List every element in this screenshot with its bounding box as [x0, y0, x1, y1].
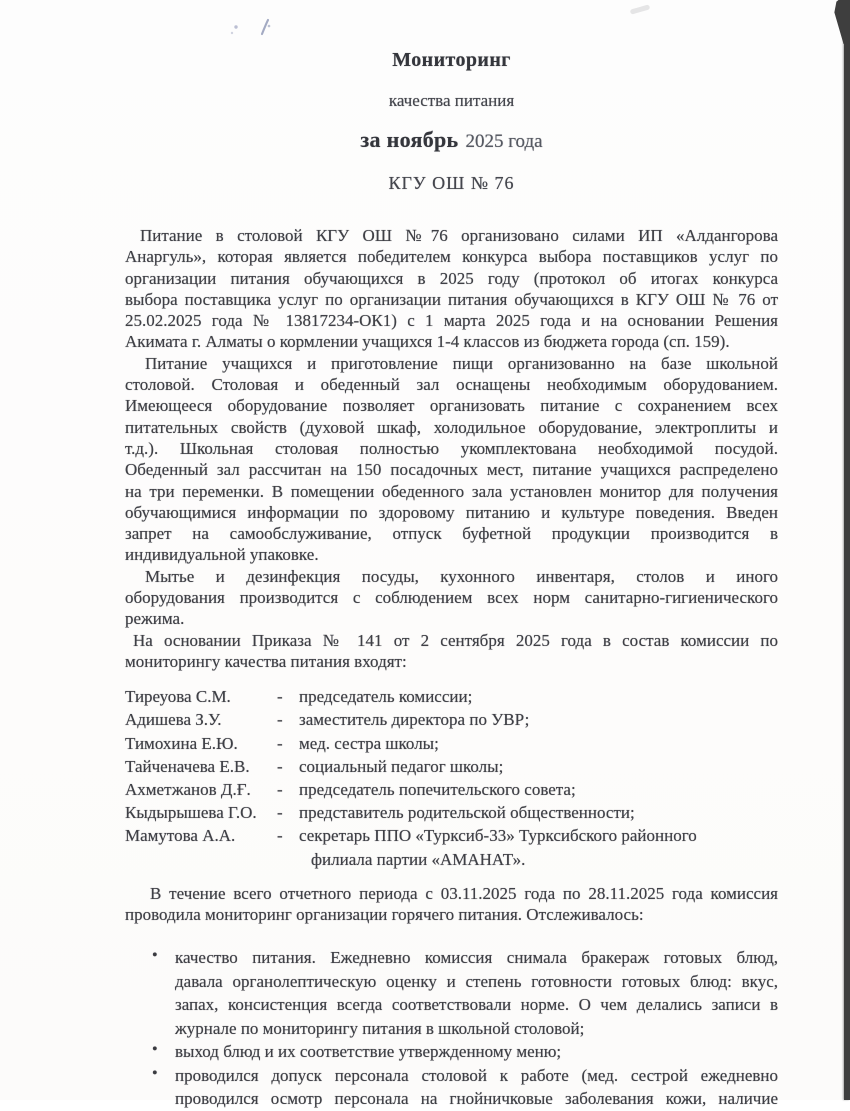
text-line: давала органолептическую оценку и степень готовности готовых блюд: вкус, [175, 971, 778, 991]
member-name: Кыдырышева Г.О. [125, 803, 257, 823]
text-line: мониторингу качества питания входят: [125, 651, 407, 671]
text-line: Анаргуль», которая является победителем конкурса выбора поставщиков услуг по [125, 247, 778, 267]
bullet-dot-icon: • [152, 1064, 158, 1082]
member-role: секретарь ППО «Турксиб-33» Турксибского районного [299, 826, 697, 846]
monitoring-intro [125, 883, 778, 926]
member-name: Мамутова А.А. [125, 826, 236, 846]
commission-row [125, 801, 778, 824]
member-role: председатель попечительского совета; [299, 780, 576, 800]
text-line: столовой. Столовая и обеденный зал оснащены необходимым оборудованием. [125, 375, 778, 395]
member-role-continuation: филиала партии «АМАНАТ». [311, 849, 526, 869]
scan-edge-shadow [844, 0, 850, 1100]
paragraph-sanitation [125, 566, 778, 630]
text-line: 25.02.2025 года № 13817234-ОК1) с 1 марта 2025 года и на основании Решения [125, 311, 778, 331]
text-line: обучающимися информации по здоровому питанию и культуре поведения. Введен [125, 502, 778, 522]
dash-separator: - [277, 803, 283, 823]
bullet-item-staff-admission [125, 1064, 778, 1111]
period-year: 2025 года [465, 131, 543, 152]
commission-member-list [125, 685, 778, 871]
document-content [125, 0, 778, 1111]
text-line: запах, консистенция всегда соответствовали норме. О чем делались записи в [175, 995, 778, 1015]
report-period [125, 125, 778, 158]
text-line: выбора поставщика услуг по организации питания обучающихся в КГУ ОШ № 76 от [125, 289, 778, 309]
text-line: Обеденный зал рассчитан на 150 посадочных мест, питание учащихся распределено [125, 460, 778, 480]
text-line: В течение всего отчетного периода с 03.11.2025 года по 28.11.2025 года комиссия [150, 883, 778, 903]
text-line: проводила мониторинг организации горячего питания. Отслеживалось: [125, 905, 644, 925]
commission-row [125, 685, 778, 708]
text-line: на три переменки. В помещении обеденного зала установлен монитор для получения [125, 481, 778, 501]
commission-row [125, 824, 778, 847]
text-line: Питание в столовой КГУ ОШ №76 организовано силами ИП «Алдангорова [140, 226, 778, 245]
text-line: журнале по мониторингу питания в школьной столовой; [175, 1018, 585, 1038]
commission-row [125, 732, 778, 755]
text-line: организации питания обучающихся в 2025 году (протокол об итогах конкурса [125, 268, 778, 288]
member-name: Адишева З.У. [125, 710, 222, 730]
dash-separator: - [277, 687, 283, 707]
commission-row [125, 778, 778, 801]
dash-separator: - [277, 733, 283, 753]
period-month: за ноябрь [360, 127, 459, 152]
text-line: выход блюд и их соответствие утвержденному меню; [175, 1042, 562, 1062]
paragraph-food-supplier [125, 225, 778, 353]
text-line: Имеющееся оборудование позволяет организовать питание с сохранением всех [125, 396, 778, 416]
text-line: индивидуальной упаковке. [125, 545, 319, 565]
dash-separator: - [277, 780, 283, 800]
member-role: мед. сестра школы; [299, 733, 439, 753]
text-line: проводился допуск персонала столовой к работе (мед. сестрой ежедневно [175, 1065, 778, 1085]
member-name: Тиреуова С.М. [125, 687, 231, 707]
text-line: питательных свойств (духовой шкаф, холодильное оборудование, электроплиты и [125, 417, 778, 437]
dash-separator: - [277, 710, 283, 730]
monitoring-bullet-list [125, 946, 778, 1111]
text-line: Акимата г. Алматы о кормлении учащихся 1-4 классов из бюджета города (сп. 159). [125, 332, 730, 352]
text-line: т.д.). Школьная столовая полностью укомплектована необходимой посудой. [125, 438, 778, 458]
member-role: представитель родительской общественности; [299, 803, 635, 823]
member-name: Тимохина Е.Ю. [125, 733, 238, 753]
commission-row [125, 708, 778, 731]
document-title: Мониторинг [392, 49, 511, 71]
bullet-item-food-quality [125, 946, 778, 1040]
text-line: режима. [125, 609, 185, 629]
text-line: запрет на самообслуживание, отпуск буфетной продукции производится в [125, 524, 778, 544]
bullet-dot-icon: • [152, 947, 158, 965]
member-name: Тайченачева Е.В. [125, 756, 250, 776]
commission-row [125, 755, 778, 778]
scan-edge-corner [833, 0, 850, 44]
text-line: качество питания. Ежедневно комиссия снимала бракераж готовых блюд, [175, 948, 778, 968]
member-name: Ахметжанов Д.Ғ. [125, 780, 251, 800]
dash-separator: - [277, 756, 283, 776]
bullet-dot-icon: • [152, 1041, 158, 1059]
member-role: заместитель директора по УВР; [299, 710, 530, 730]
paragraph-commission-order [125, 630, 778, 673]
member-role: социальный педагог школы; [299, 756, 504, 776]
text-line: Питание учащихся и приготовление пищи организованно на базе школьной [145, 353, 778, 373]
text-line: проводился осмотр персонала на гнойничковые заболевания кожи, наличие [175, 1089, 778, 1109]
paragraph-canteen-equipment [125, 353, 778, 566]
bullet-item-menu-compliance [125, 1040, 778, 1064]
text-line: Мытье и дезинфекция посуды, кухонного инвентаря, столов и иного [145, 566, 778, 586]
document-subtitle: качества питания [388, 91, 515, 110]
text-line: оборудования производится с соблюдением всех норм санитарно-гигиенического [125, 588, 778, 608]
dash-separator: - [277, 826, 283, 846]
text-line: На основании Приказа № 141 от 2 сентября 2025 года в состав комиссии по [133, 630, 778, 650]
school-name: КГУ ОШ № 76 [388, 173, 515, 193]
member-role: председатель комиссии; [299, 687, 473, 707]
